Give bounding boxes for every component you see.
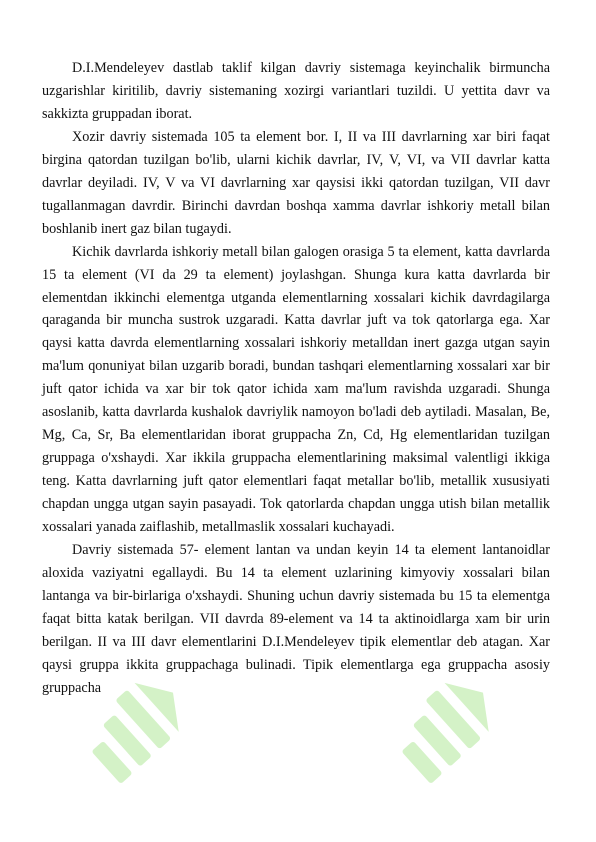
paragraph-1: D.I.Mendeleyev dastlab taklif kilgan davriy sistemaga keyinchalik birmuncha uzgarishlar kiritilib, davriy sistemaning xozirgi variantlari tuzildi. U yettita davr va sakkizta gruppadan iborat.	[42, 60, 550, 122]
paragraph-4: Davriy sistemada 57- element lantan va undan keyin 14 ta element lantanoidlar aloxida vaziyatni egallaydi. Bu 14 ta element uzlarining kimyoviy xossalari bilan lantanga va bir-birlariga o'xshaydi. Shuning uchun davriy sistemada bu 15 ta elementga faqat bitta katak berilgan. VII davrda 89-element va 14 ta aktinoidlarga xam bir urin berilgan. II va III davr elementlarini D.I.Mendeleyev tipik elementlar deb atagan. Xar qaysi gruppa ikkita gruppachaga bulinadi. Tipik elementlarga ega gruppacha asosiy gruppacha	[42, 542, 550, 696]
paragraph-3: Kichik davrlarda ishkoriy metall bilan galogen orasiga 5 ta element, katta davrlarda 15 ta element (VI da 29 ta element) joylashgan. Shunga kura katta davrlarda bir elementdan ikkinchi elementga utganda elementlarning xossalari kichik davrdagilarga qaraganda bir muncha sustrok uzgaradi. Katta davrlar juft va tok qatorlarga ega. Xar qaysi katta davrda elementlarning xossalari ishkoriy metalldan inert gazga utgan sayin ma'lum qonuniyat bilan uzgarib boradi, bundan tashqari elementlarning xossalari xar bir juft qator ichida va xar bir tok qator ichida xam ma'lum ravishda uzgaradi. Shunga asoslanib, katta davrlarda kushalok davriylik namoyon bo'ladi deb aytiladi. Masalan, Be, Mg, Ca, Sr, Ba elementlaridan iborat gruppacha Zn, Cd, Hg elementlaridan tuzilgan gruppaga o'xshaydi. Xar ikkila gruppacha elementlarining maksimal valentligi ikkiga teng. Katta davrlarning juft qator elementlari faqat metallar bo'lib, metallik xususiyati chapdan ungga utgan sayin pasayadi. Tok qatorlarda chapdan ungga utish bilan metallik xossalari yanada zaiflashib, metallmaslik xossalari kuchayadi.	[42, 243, 550, 536]
paragraph-2: Xozir davriy sistemada 105 ta element bor. I, II va III davrlarning xar biri faqat birgina qatordan tuzilgan bo'lib, ularni kichik davrlar, IV, V, VI, va VII davrlar katta davrlar deyiladi. IV, V va VI davrlarning xar qaysisi ikki qatordan tuzilgan, VII davr tugallanmagan davrdir. Birinchi davrdan boshqa xamma davrlar ishkoriy metall bilan boshlanib inert gaz bilan tugaydi.	[42, 128, 550, 237]
document-body	[42, 57, 550, 700]
